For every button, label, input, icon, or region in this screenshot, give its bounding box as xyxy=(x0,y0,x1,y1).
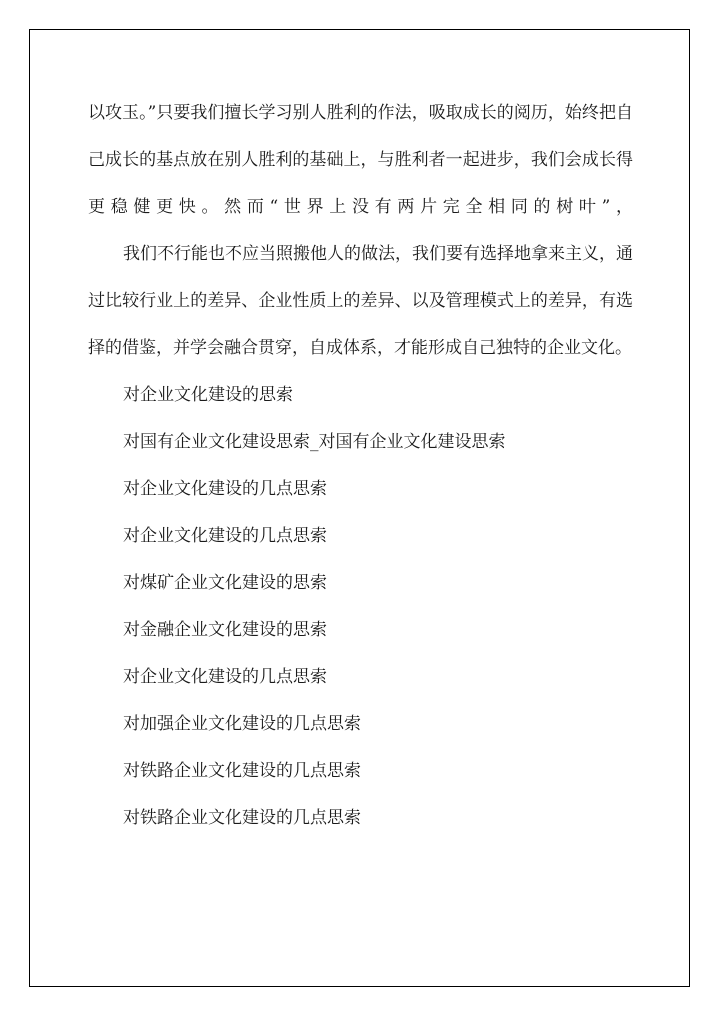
body-paragraph-1: 以攻玉。”只要我们擅长学习别人胜利的作法，吸取成长的阅历，始终把自己成长的基点放在别人胜利的基础上，与胜利者一起进步，我们会成长得更稳健更快。然而“世界上没有两片完全相同的树叶”， xyxy=(88,103,633,217)
related-title-8: 对加强企业文化建设的几点思索 xyxy=(123,714,361,734)
document-body xyxy=(88,90,633,842)
related-title-9: 对铁路企业文化建设的几点思索 xyxy=(123,761,361,781)
related-titles-list xyxy=(88,372,633,842)
related-title-2: 对国有企业文化建设思索_对国有企业文化建设思索 xyxy=(123,432,506,452)
related-title-6: 对金融企业文化建设的思索 xyxy=(123,620,327,640)
related-title-7: 对企业文化建设的几点思索 xyxy=(123,667,327,687)
related-title-3: 对企业文化建设的几点思索 xyxy=(123,479,327,499)
body-paragraph-2: 我们不行能也不应当照搬他人的做法，我们要有选择地拿来主义，通过比较行业上的差异、企业性质上的差异、以及管理模式上的差异，有选择的借鉴，并学会融合贯穿，自成体系，才能形成自己独特的企业文化。 xyxy=(88,244,633,358)
related-title-5: 对煤矿企业文化建设的思索 xyxy=(123,573,327,593)
related-title-1: 对企业文化建设的思索 xyxy=(123,385,293,405)
related-title-10: 对铁路企业文化建设的几点思索 xyxy=(123,808,361,828)
related-title-4: 对企业文化建设的几点思索 xyxy=(123,526,327,546)
